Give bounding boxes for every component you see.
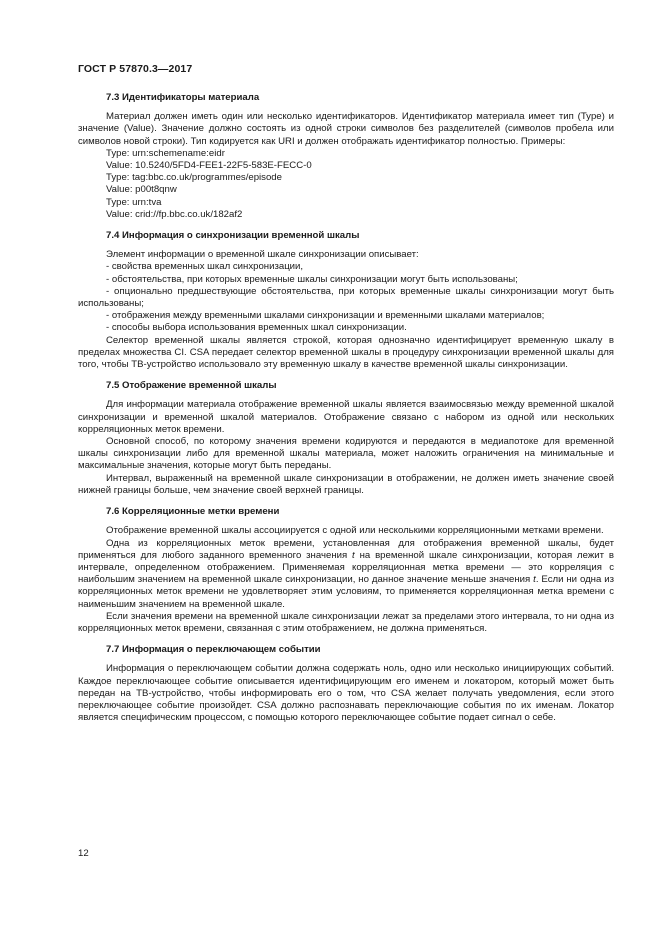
section-title: 7.4 Информация о синхронизации временной шкалы	[106, 230, 360, 242]
section-title: 7.3 Идентификаторы материала	[106, 92, 260, 103]
paragraph: Отображение временной шкалы ассоциируется с одной или несколькими корреляционными метками времени.	[106, 525, 604, 537]
example-line: Type: urn:tva	[106, 196, 162, 208]
list-item: - отображения между временными шкалами синхронизации и временными шкалами материалов;	[106, 310, 545, 322]
section-title: 7.7 Информация о переключающем событии	[106, 644, 321, 656]
example-line: Value: p00t8qnw	[106, 184, 177, 196]
section-title: 7.5 Отображение временной шкалы	[106, 380, 277, 392]
paragraph: Основной способ, по которому значения времени кодируются и передаются в медиапотоке для временной шкалы синхронизации либо для временной шкалы материала, может наложить ограничения на минимальные и максимальные значения, которые могут быть переданы.	[78, 436, 614, 472]
paragraph	[78, 538, 614, 611]
examples-list	[106, 148, 614, 221]
page-number: 12	[78, 848, 89, 859]
paragraph: Интервал, выраженный на временной шкале синхронизации в отображении, не должен иметь значение своей нижней границы больше, чем значение своей верхней границы.	[78, 472, 614, 496]
example-line: Value: 10.5240/5FD4-FEE1-22F5-583E-FECC-0	[106, 160, 312, 172]
list-item: - свойства временных шкал синхронизации,	[106, 261, 304, 273]
list-item: - обстоятельства, при которых временные шкалы синхронизации могут быть использованы;	[106, 273, 518, 285]
section-7-5	[78, 380, 614, 497]
example-line: Value: crid://fp.bbc.co.uk/182af2	[106, 208, 243, 220]
section-7-6	[78, 506, 614, 635]
paragraph: Материал должен иметь один или несколько идентификаторов. Идентификатор материала имеет тип (Type) и значение (Value). Значение должно состоять из одной строки символов без разделителей (символов пробела или символов новой строки). Тип кодируется как URI и должен отображать идентификатор полностью. Примеры:	[78, 111, 614, 147]
list-item: - опционально предшествующие обстоятельства, при которых временные шкалы синхронизации могут быть использованы;	[78, 285, 614, 310]
text-run: Одна из корреляционных меток времени, установленная для отображения временной шкалы, будет применяться для любого заданного временного значения	[78, 537, 614, 561]
text-run: . Если ни одна из корреляционных меток времени не удовлетворяет этим условиям, то применяется корреляционная метка времени с наименьшим значением на временной шкале.	[78, 574, 614, 610]
paragraph: Селектор временной шкалы является строкой, которая однозначно идентифицирует временную шкалу в пределах множества CI. CSA передает селектор временной шкалы в процедуру синхронизации временной шкалы для того, чтобы ТВ-устройство использовало эту временную шкалу в качестве временной шкалы синхронизации.	[78, 334, 614, 371]
section-7-7	[78, 644, 614, 724]
list-item: - способы выбора использования временных шкал синхронизации.	[106, 322, 407, 334]
example-line: Type: urn:schemename:eidr	[106, 147, 225, 159]
variable-t: t	[533, 574, 536, 586]
paragraph: Элемент информации о временной шкале синхронизации описывает:	[106, 249, 419, 261]
section-title: 7.6 Корреляционные метки времени	[106, 506, 280, 518]
example-line: Type: tag:bbc.co.uk/programmes/episode	[106, 172, 282, 184]
variable-t: t	[352, 549, 355, 561]
page-content	[78, 92, 614, 733]
paragraph: Если значения времени на временной шкале синхронизации лежат за пределами этого интервала, то ни одна из корреляционных меток времени, связанная с этим отображением, не должна применяться.	[78, 610, 614, 634]
section-7-4	[78, 230, 614, 371]
paragraph: Для информации материала отображение временной шкалы является взаимосвязью между временной шкалой синхронизации и временной шкалой материалов. Отображение связано с набором из одной или нескольких корреляционных меток времени.	[78, 399, 614, 435]
standard-header: ГОСТ Р 57870.3—2017	[78, 63, 193, 75]
section-7-3	[78, 92, 614, 221]
paragraph: Информация о переключающем событии должна содержать ноль, одно или несколько инициирующих событий. Каждое переключающее событие описывается идентифицирующим его именем и локатором, который может быть передан на ТВ-устройство, чтобы информировать его о том, что CSA желает получать уведомления, если этого переключающее событие произойдет. CSA должно распознавать переключающие события по их именам. Локатор является специфическим процессом, с помощью которого переключающее событие подает сигнал о себе.	[78, 663, 614, 724]
text-run: на временной шкале синхронизации, которая лежит в интервале, определенном отображением. Применяемая корреляционная метка времени — это корреляция с наибольшим значением на временной шкале синхронизации, но данное значение меньше значения	[78, 549, 614, 586]
